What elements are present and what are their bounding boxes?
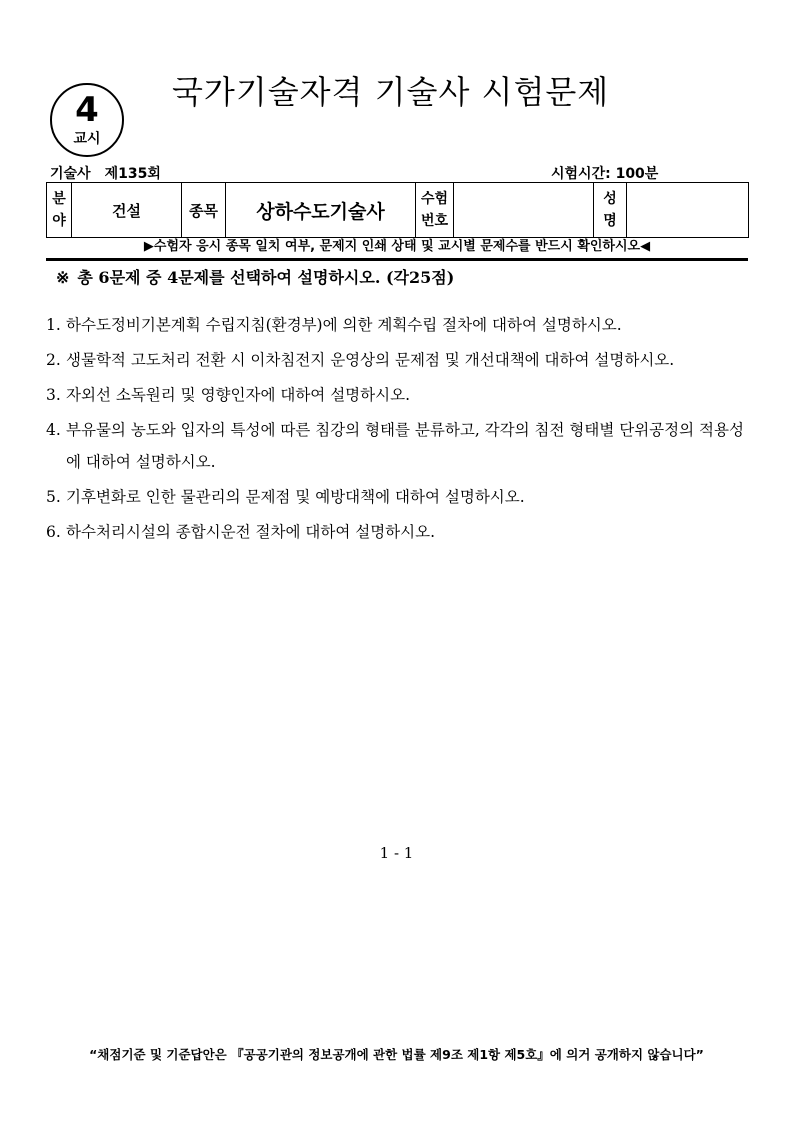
info-table [46,182,749,238]
question-number: 3. [46,386,61,404]
question-item [46,344,756,376]
question-item [46,309,756,341]
page-title: 국가기술자격 기술사 시험문제 [172,73,610,111]
session-number: 4 [75,90,99,130]
exam-time-label: 시험시간: [551,166,611,182]
exam-meta [50,163,161,183]
question-text: 기후변화로 인한 물관리의 문제점 및 예방대책에 대하여 설명하시오. [66,488,525,506]
divider [46,258,748,261]
name-field[interactable] [627,183,749,238]
question-item [46,481,756,513]
page-number: 1 - 1 [379,844,414,862]
exam-number-label: 수험 번호 [416,183,454,238]
question-text: 부유물의 농도와 입자의 특성에 따른 침강의 형태를 분류하고, 각각의 침전 형태별 단위공정의 적용성에 대하여 설명하시오. [66,421,744,471]
question-item [46,516,756,548]
name-label: 성 명 [594,183,627,238]
question-number: 1. [46,316,61,334]
question-item [46,414,756,478]
question-text: 하수도정비기본계획 수립지침(환경부)에 의한 계획수립 절차에 대하여 설명하시오. [66,316,622,334]
question-item [46,379,756,411]
exam-time-value: 100분 [615,166,659,182]
instruction-text: 총 6문제 중 4문제를 선택하여 설명하시오. (각25점) [77,268,455,287]
field-value: 건설 [72,183,182,238]
item-label: 종목 [182,183,226,238]
item-value: 상하수도기술사 [226,183,416,238]
question-text: 하수처리시설의 종합시운전 절차에 대하여 설명하시오. [66,523,436,541]
question-list [46,309,756,551]
question-number: 6. [46,523,61,541]
exam-time [551,163,658,183]
session-label: 교시 [73,131,101,147]
exam-category: 기술사 [50,166,91,182]
session-badge [50,83,124,157]
field-label: 분 야 [47,183,72,238]
notice-text: ▶수험자 응시 종목 일치 여부, 문제지 인쇄 상태 및 교시별 문제수를 반드시 확인하시오◀ [143,239,651,254]
question-number: 5. [46,488,61,506]
reference-mark-icon: ※ [56,268,70,287]
instruction [56,266,454,290]
question-text: 생물학적 고도처리 전환 시 이차침전지 운영상의 문제점 및 개선대책에 대하여 설명하시오. [66,351,675,369]
footer-notice: “채점기준 및 기준답안은 『공공기관의 정보공개에 관한 법률 제9조 제1항 제5호』에 의거 공개하지 않습니다” [89,1047,704,1062]
question-text: 자외선 소독원리 및 영향인자에 대하여 설명하시오. [66,386,410,404]
question-number: 2. [46,351,61,369]
question-number: 4. [46,421,61,439]
exam-number-field[interactable] [454,183,594,238]
exam-round: 제135회 [104,166,161,182]
